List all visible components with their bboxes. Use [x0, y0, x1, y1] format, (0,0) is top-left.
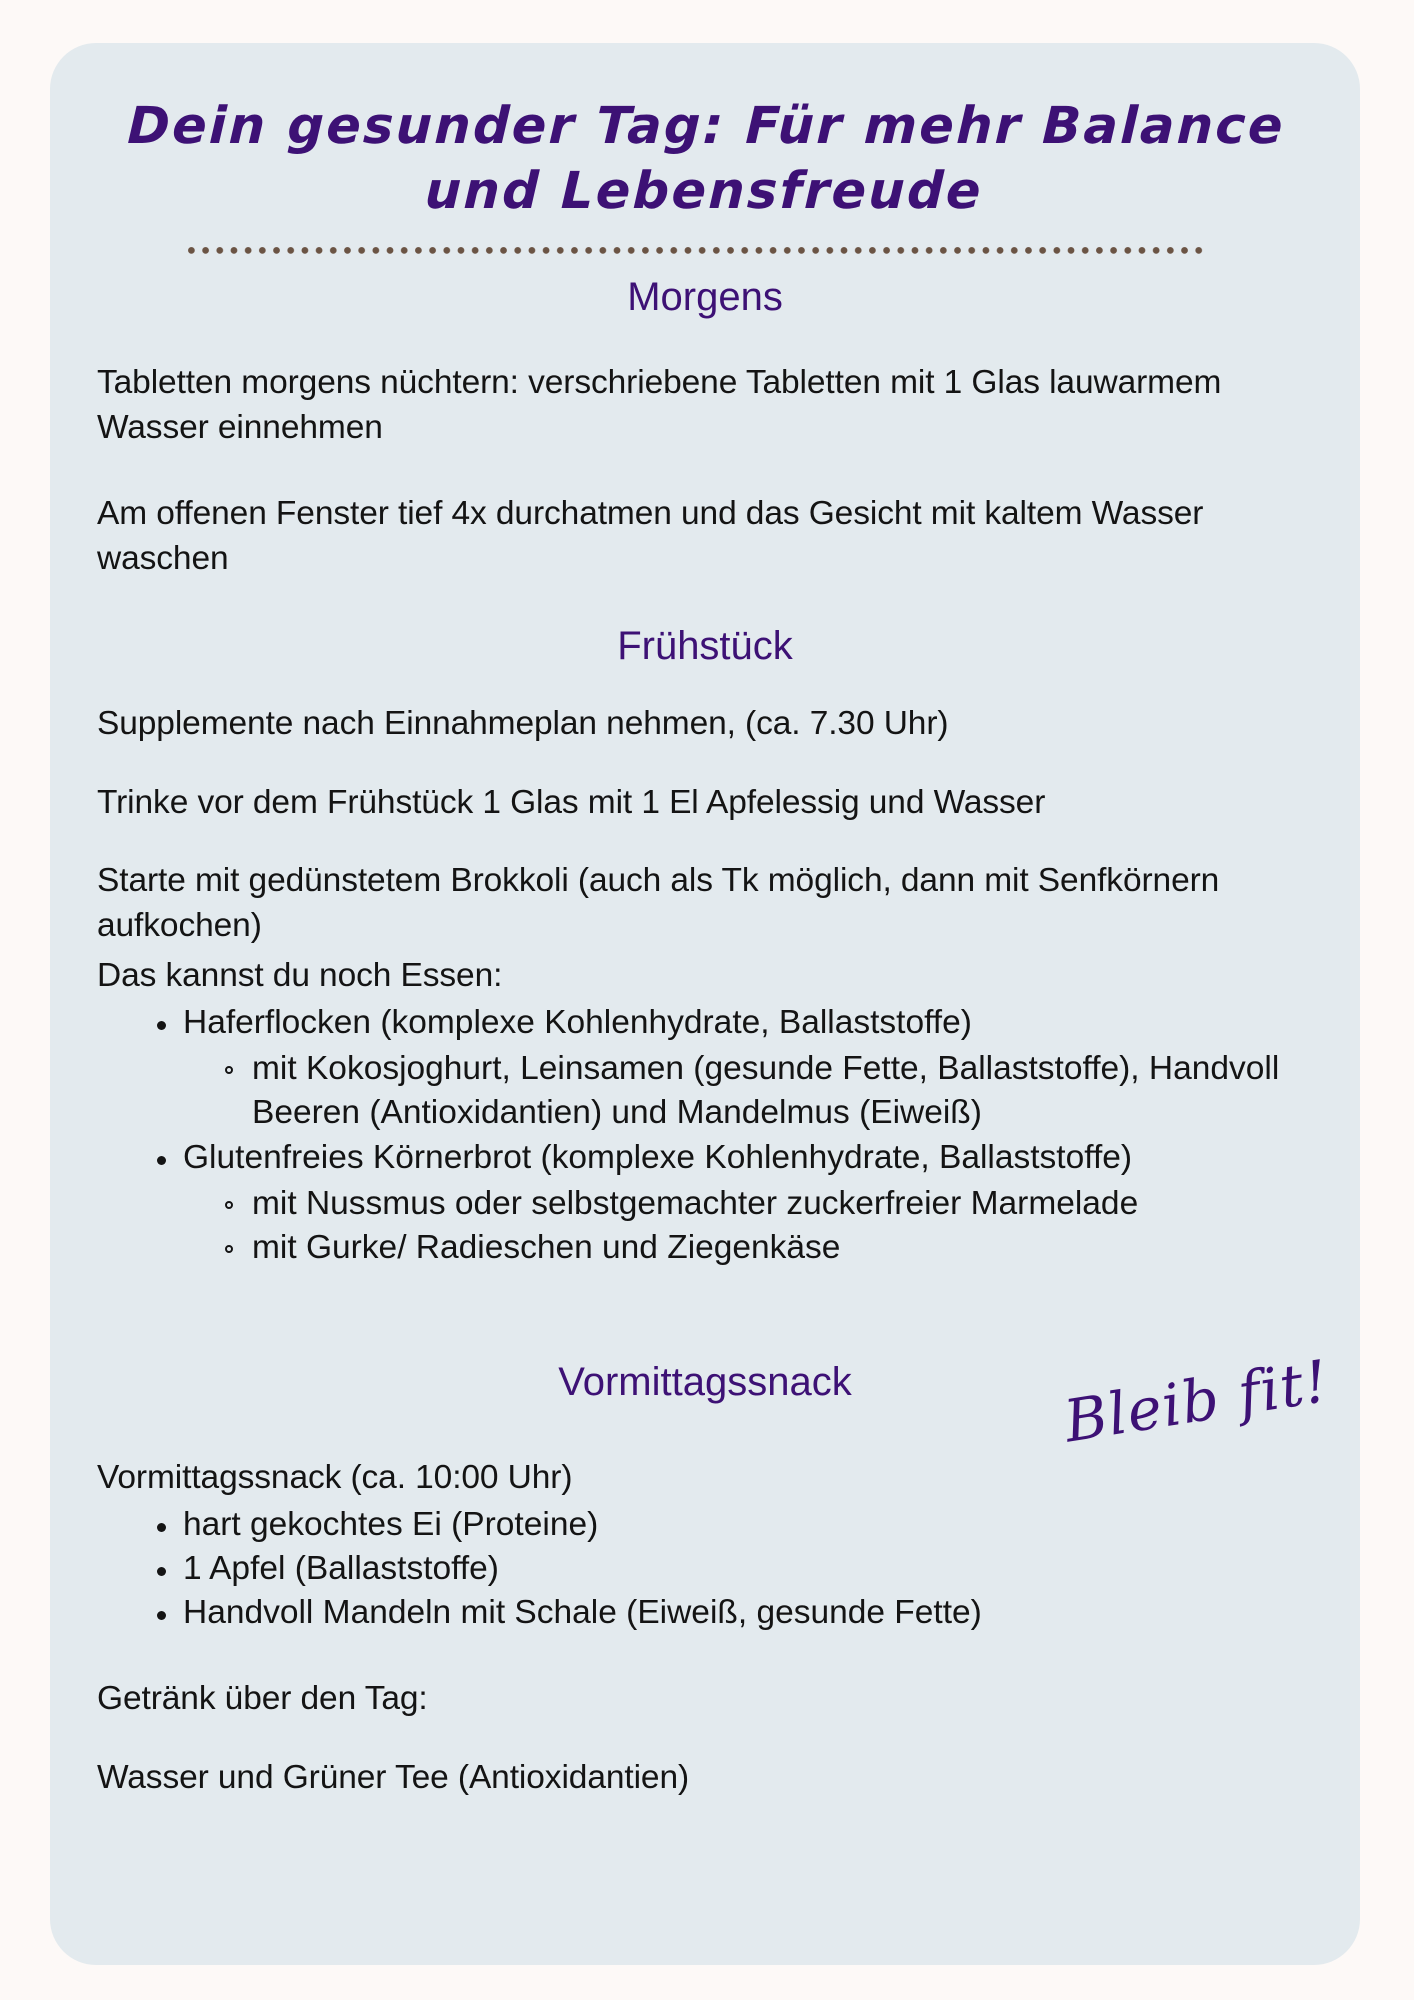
list-item [223, 1226, 1320, 1270]
list-item-label: Handvoll Mandeln mit Schale (Eiweiß, gesunde Fette) [183, 1594, 982, 1632]
script-accent-bleib-fit: Bleib fit! [1059, 1346, 1334, 1456]
list-item-label: Glutenfreies Körnerbrot (komplexe Kohlenhydrate, Ballaststoffe) [183, 1138, 1133, 1176]
list-fruehstueck [50, 1001, 1360, 1270]
paragraph-wasser-gruener-tee: Wasser und Grüner Tee (Antioxidantien) [97, 1758, 690, 1796]
page-title-line-2: und Lebensfreude [423, 161, 984, 221]
section-heading-vormittagssnack: Vormittagssnack [558, 1360, 852, 1405]
paragraph-getraenk-ueber-den-tag: Getränk über den Tag: [97, 1680, 428, 1718]
list-item [154, 1591, 1320, 1635]
list-vormittagssnack [50, 1503, 1360, 1636]
list-item-label: 1 Apfel (Ballaststoffe) [183, 1550, 499, 1587]
list-item [154, 1547, 1320, 1591]
paragraph-apfelessig: Trinke vor dem Frühstück 1 Glas mit 1 El Apfelessig und Wasser [97, 783, 1046, 821]
sublist-haferflocken [183, 1047, 1320, 1135]
dotted-divider [188, 247, 1208, 255]
list-item [223, 1182, 1320, 1226]
sublist-koernerbrot [183, 1182, 1320, 1270]
list-item [154, 1503, 1320, 1547]
page-title-line-1: Dein gesunder Tag: Für mehr Balance [126, 97, 1286, 157]
list-item [154, 1136, 1320, 1271]
content-card [50, 43, 1360, 1965]
list-item [154, 1001, 1320, 1136]
paragraph-brokkoli: Starte mit gedünstetem Brokkoli (auch als Tk möglich, dann mit Senfkörnern aufkochen) [97, 862, 1220, 944]
list-item-label: mit Kokosjoghurt, Leinsamen (gesunde Fette, Ballaststoffe), Handvoll Beeren (Antioxidantien) und Mandelmus (Eiweiß) [252, 1050, 1280, 1132]
list-item [223, 1047, 1320, 1135]
list-item-label: mit Nussmus oder selbstgemachter zuckerfreier Marmelade [252, 1184, 1139, 1222]
paragraph-morgens-tabletten: Tabletten morgens nüchtern: verschriebene Tabletten mit 1 Glas lauwarmem Wasser einnehmen [97, 364, 1222, 446]
paragraph-supplemente: Supplemente nach Einnahmeplan nehmen, (ca. 7.30 Uhr) [97, 705, 949, 743]
section-heading-morgens: Morgens [627, 275, 783, 319]
list-item-label: Haferflocken (komplexe Kohlenhydrate, Ballaststoffe) [183, 1003, 972, 1041]
content-body [50, 275, 1360, 1801]
page-title [50, 95, 1360, 225]
paragraph-das-kannst-du-noch-essen: Das kannst du noch Essen: [97, 957, 503, 995]
list-item-label: mit Gurke/ Radieschen und Ziegenkäse [252, 1229, 841, 1267]
list-item-label: hart gekochtes Ei (Proteine) [183, 1505, 599, 1543]
section-heading-fruehstueck: Frühstück [617, 624, 793, 669]
paragraph-vormittagssnack-zeit: Vormittagssnack (ca. 10:00 Uhr) [97, 1459, 573, 1497]
paragraph-morgens-durchatmen: Am offenen Fenster tief 4x durchatmen und das Gesicht mit kaltem Wasser waschen [97, 495, 1204, 577]
